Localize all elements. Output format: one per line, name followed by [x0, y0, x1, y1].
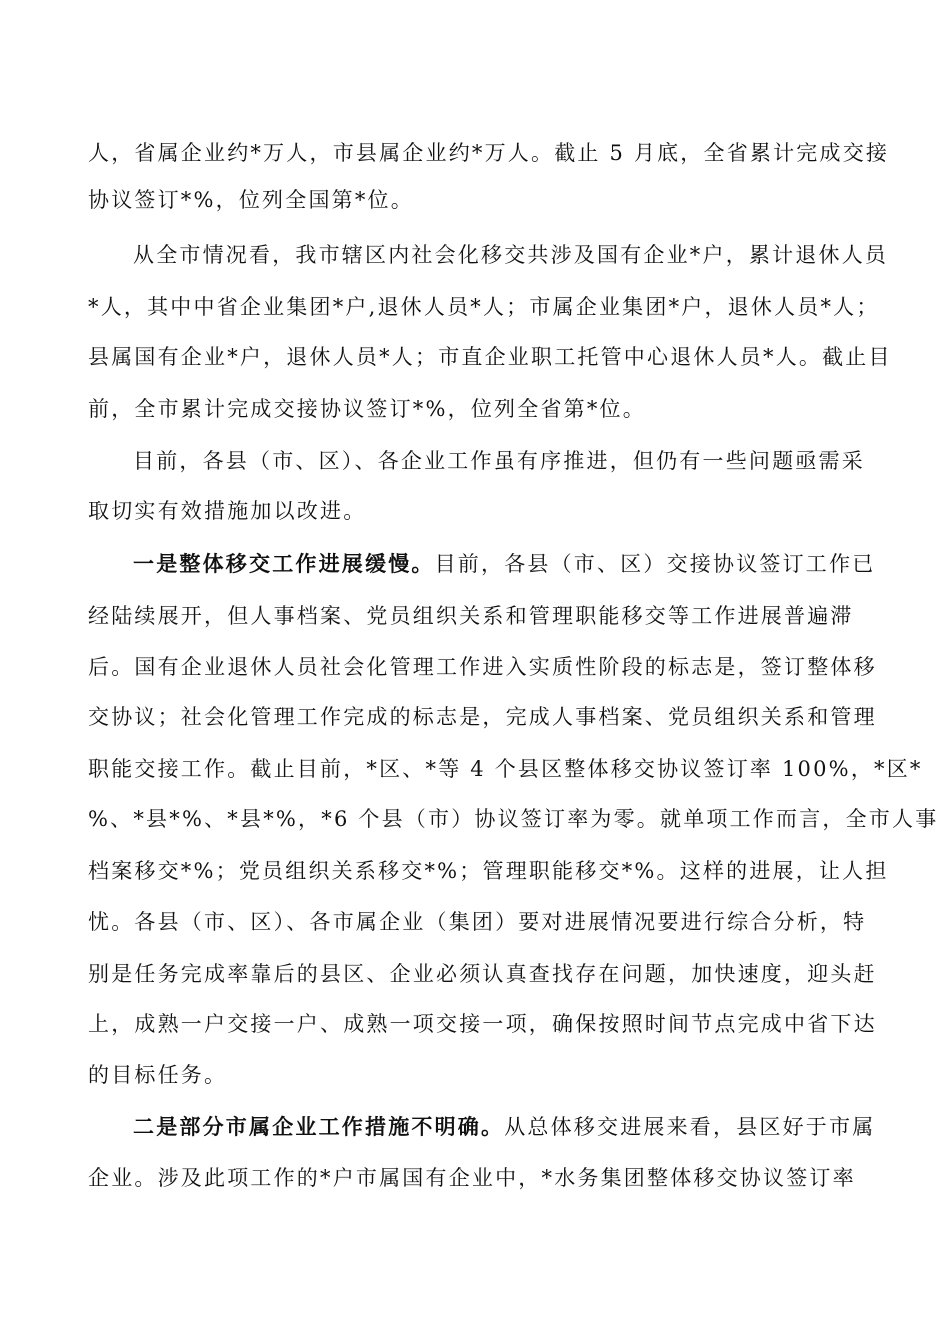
text-line — [133, 550, 875, 578]
paragraph-line — [0, 447, 950, 475]
text-line: 协议签订*%，位列全国第*位。 — [88, 188, 414, 212]
paragraph-line — [0, 805, 950, 833]
paragraph-line — [0, 395, 950, 423]
section-heading: 二是部分市属企业工作措施不明确。 — [133, 1114, 505, 1139]
text-line: 忧。各县（市、区）、各市属企业（集团）要对进展情况要进行综合分析，特 — [88, 910, 867, 934]
paragraph-line — [0, 960, 950, 988]
paragraph-line — [0, 703, 950, 731]
section-heading-continuation: 从总体移交进展来看，县区好于市属 — [504, 1115, 876, 1139]
text-line: 交协议；社会化管理工作完成的标志是，完成人事档案、党员组织关系和管理 — [88, 705, 877, 729]
text-line: 的目标任务。 — [88, 1063, 228, 1087]
text-line: 取切实有效措施加以改进。 — [88, 499, 367, 523]
paragraph-line — [0, 908, 950, 936]
paragraph-line — [0, 241, 950, 269]
paragraph-line — [0, 343, 950, 371]
text-line: 县属国有企业*户，退休人员*人；市直企业职工托管中心退休人员*人。截止目 — [88, 345, 892, 369]
text-line — [133, 1113, 875, 1141]
text-line: 从全市情况看，我市辖区内社会化移交共涉及国有企业*户，累计退休人员 — [133, 243, 889, 267]
text-line: 目前，各县（市、区）、各企业工作虽有序推进，但仍有一些问题亟需采 — [133, 449, 865, 473]
paragraph-line — [0, 857, 950, 885]
paragraph-line — [0, 602, 950, 630]
text-line: 人，省属企业约*万人，市县属企业约*万人。截止 5 月底，全省累计完成交接 — [88, 141, 890, 165]
paragraph-line — [0, 139, 950, 167]
text-line: *人，其中中省企业集团*户,退休人员*人；市属企业集团*户，退休人员*人； — [88, 295, 880, 319]
paragraph-line — [0, 1010, 950, 1038]
paragraph-line — [0, 293, 950, 321]
text-line: 前，全市累计完成交接协议签订*%，位列全省第*位。 — [88, 397, 646, 421]
text-line: %、*县*%、*县*%，*6 个县（市）协议签订率为零。就单项工作而言，全市人事 — [88, 807, 939, 831]
text-line: 档案移交*%；党员组织关系移交*%；管理职能移交*%。这样的进展，让人担 — [88, 859, 889, 883]
paragraph-line — [0, 1164, 950, 1192]
text-line: 职能交接工作。截止目前，*区、*等 4 个县区整体移交协议签订率 100%，*区* — [88, 757, 923, 781]
paragraph-line — [0, 653, 950, 681]
paragraph-line — [0, 1113, 950, 1141]
paragraph-line — [0, 1061, 950, 1089]
section-heading: 一是整体移交工作进展缓慢。 — [133, 551, 435, 576]
paragraph-line — [0, 755, 950, 783]
text-line: 经陆续展开，但人事档案、党员组织关系和管理职能移交等工作进展普遍滞 — [88, 604, 854, 628]
text-line: 上，成熟一户交接一户、成熟一项交接一项，确保按照时间节点完成中省下达 — [88, 1012, 877, 1036]
text-line: 后。国有企业退休人员社会化管理工作进入实质性阶段的标志是，签订整体移 — [88, 655, 877, 679]
section-heading-continuation: 目前，各县（市、区）交接协议签订工作已 — [434, 552, 876, 576]
paragraph-line — [0, 186, 950, 214]
paragraph-line — [0, 497, 950, 525]
text-line: 企业。涉及此项工作的*户市属国有企业中，*水务集团整体移交协议签订率 — [88, 1166, 856, 1190]
text-line: 别是任务完成率靠后的县区、企业必须认真查找存在问题，加快速度，迎头赶 — [88, 962, 877, 986]
paragraph-line — [0, 550, 950, 578]
